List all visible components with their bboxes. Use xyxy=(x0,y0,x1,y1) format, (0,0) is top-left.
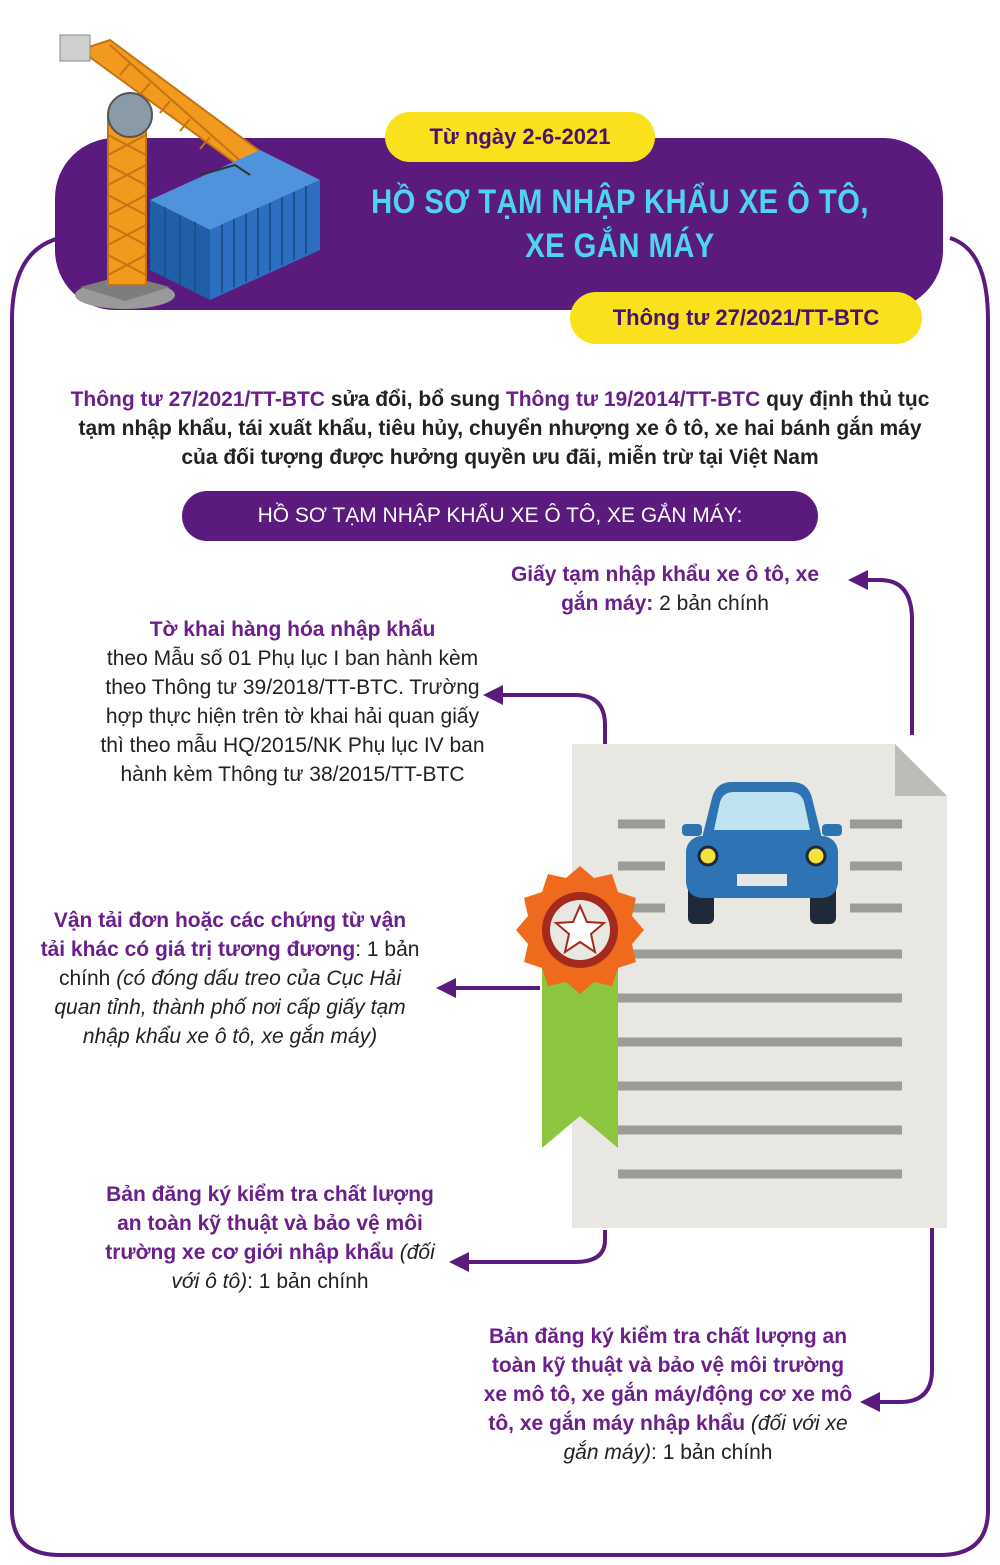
item-motorbike-inspection-registration xyxy=(478,1322,858,1467)
item4-note: (đối với ô tô) xyxy=(171,1241,435,1293)
container-icon xyxy=(140,145,330,305)
item3-title: Vận tải đơn hoặc các chứng từ vận tải khác có giá trị tương đương xyxy=(40,909,407,961)
item3-detail: : 1 bản chính xyxy=(58,938,420,990)
item1-title: Giấy tạm nhập khẩu xe ô tô, xe gắn máy: xyxy=(510,563,820,615)
intro-text-1: sửa đổi, bổ sung xyxy=(324,388,506,411)
item4-detail: : 1 bản chính xyxy=(247,1270,369,1293)
item1-detail: 2 bản chính xyxy=(653,592,769,615)
title-line-2: XE GẮN MÁY xyxy=(525,227,715,265)
arrow-item1 xyxy=(852,580,912,735)
date-badge: Từ ngày 2-6-2021 xyxy=(385,112,655,162)
arrow-item2 xyxy=(487,695,605,745)
item3-note: (có đóng dấu treo của Cục Hải quan tỉnh, thành phố nơi cấp giấy tạm nhập khẩu xe ô tô, xe gắn máy) xyxy=(54,967,406,1048)
item-import-declaration xyxy=(100,615,485,789)
item2-detail: theo Mẫu số 01 Phụ lục I ban hành kèm theo Thông tư 39/2018/TT-BTC. Trường hợp thực hiện trên tờ khai hải quan giấy thì theo mẫu HQ/2015/NK Phụ lục IV ban hành kèm Thông tư 38/2015/TT-BTC xyxy=(100,647,485,786)
item2-title: Tờ khai hàng hóa nhập khẩu xyxy=(149,618,436,641)
item-car-inspection-registration xyxy=(95,1180,445,1296)
item4-title: Bản đăng ký kiểm tra chất lượng an toàn kỹ thuật và bảo vệ môi trường xe cơ giới nhập khẩu xyxy=(105,1183,434,1264)
intro-paragraph xyxy=(60,385,940,472)
title-line-1: HỒ SƠ TẠM NHẬP KHẨU XE Ô TÔ, xyxy=(371,183,869,221)
item5-detail: : 1 bản chính xyxy=(651,1441,773,1464)
award-badge-icon xyxy=(512,858,652,1158)
intro-ref-1: Thông tư 27/2021/TT-BTC xyxy=(70,388,325,411)
page-title xyxy=(345,180,895,268)
item5-note: (đối với xe gắn máy) xyxy=(563,1412,848,1464)
intro-ref-2: Thông tư 19/2014/TT-BTC xyxy=(505,388,761,411)
item5-title: Bản đăng ký kiểm tra chất lượng an toàn kỹ thuật và bảo vệ môi trường xe mô tô, xe gắn máy/động cơ xe mô tô, xe gắn máy nhập khẩu xyxy=(483,1325,853,1435)
section-title: HỒ SƠ TẠM NHẬP KHẨU XE Ô TÔ, XE GẮN MÁY: xyxy=(182,491,818,541)
circular-badge: Thông tư 27/2021/TT-BTC xyxy=(570,292,922,344)
car-icon xyxy=(682,778,842,928)
item-bill-of-lading xyxy=(40,906,420,1051)
arrow-item5 xyxy=(864,1228,932,1402)
item-temporary-import-permit xyxy=(490,560,840,618)
intro-text-2: quy định thủ tục tạm nhập khẩu, tái xuất khẩu, tiêu hủy, chuyển nhượng xe ô tô, xe hai bánh gắn máy của đối tượng được hưởng quyền ưu đãi, miễn trừ tại Việt Nam xyxy=(78,388,930,469)
